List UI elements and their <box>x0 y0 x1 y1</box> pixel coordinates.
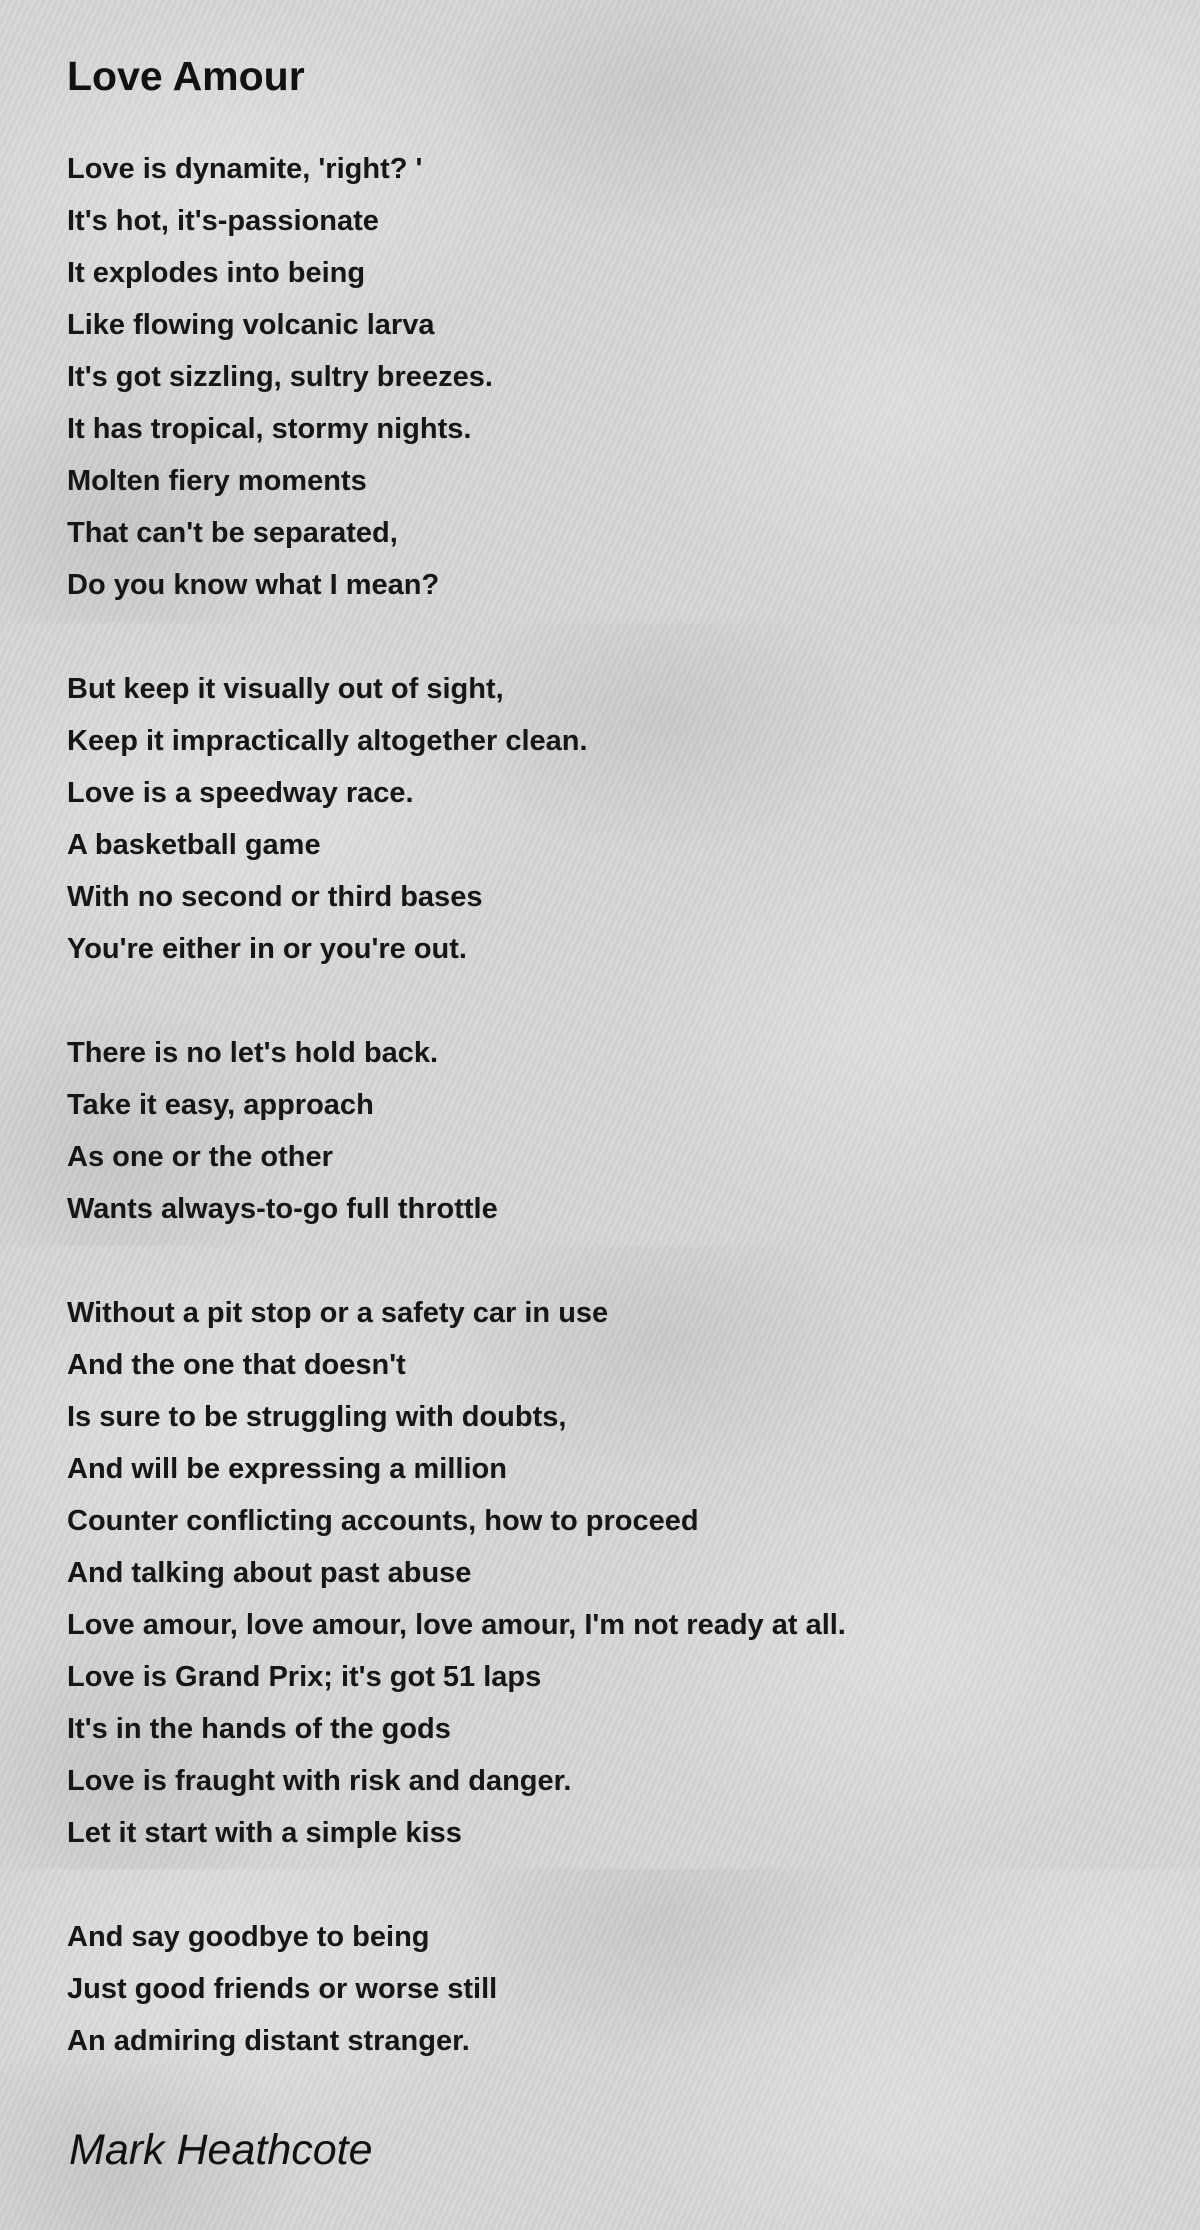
poem-container <box>67 44 1147 2067</box>
poem-line: With no second or third bases <box>67 881 483 913</box>
stanza-break <box>67 611 1147 663</box>
poem-line: Wants always-to-go full throttle <box>67 1193 498 1225</box>
poem-line: Love is Grand Prix; it's got 51 laps <box>67 1661 542 1693</box>
poem-line: Love is dynamite, 'right? ' <box>67 153 423 185</box>
poem-line: A basketball game <box>67 829 321 861</box>
stanza-break <box>67 1235 1147 1287</box>
poem-line: Do you know what I mean? <box>67 569 440 601</box>
poem-line: You're either in or you're out. <box>67 933 467 965</box>
poem-line: It explodes into being <box>67 257 366 289</box>
poem-line: That can't be separated, <box>67 517 398 549</box>
poem-line: As one or the other <box>67 1141 333 1173</box>
stanza-break <box>67 975 1147 1027</box>
poem-line: Just good friends or worse still <box>67 1973 498 2005</box>
poem-line: Love is fraught with risk and danger. <box>67 1765 572 1797</box>
poem-line: Molten fiery moments <box>67 465 367 497</box>
poem-line: Like flowing volcanic larva <box>67 309 435 341</box>
poem-line: There is no let's hold back. <box>67 1037 439 1069</box>
poem-line: Is sure to be struggling with doubts, <box>67 1401 567 1433</box>
poem-line: Love is a speedway race. <box>67 777 414 809</box>
poem-title: Love Amour <box>67 53 305 99</box>
poem-line: It's got sizzling, sultry breezes. <box>67 361 493 393</box>
poem-line: But keep it visually out of sight, <box>67 673 504 705</box>
poem-line: Counter conflicting accounts, how to proceed <box>67 1505 699 1537</box>
poem-line: And say goodbye to being <box>67 1921 430 1953</box>
poem-line: Let it start with a simple kiss <box>67 1817 462 1849</box>
poem-line: It's hot, it's-passionate <box>67 205 379 237</box>
poem-line: An admiring distant stranger. <box>67 2025 470 2057</box>
poem-line: It's in the hands of the gods <box>67 1713 451 1745</box>
poem-line: Take it easy, approach <box>67 1089 374 1121</box>
poem-line: And the one that doesn't <box>67 1349 406 1381</box>
poem-line: And will be expressing a million <box>67 1453 507 1485</box>
poem-body <box>67 143 1147 2067</box>
poem-author: Mark Heathcote <box>69 2126 373 2174</box>
poem-line: It has tropical, stormy nights. <box>67 413 472 445</box>
stanza-break <box>67 1859 1147 1911</box>
poem-line: Keep it impractically altogether clean. <box>67 725 588 757</box>
poem-line: Without a pit stop or a safety car in use <box>67 1297 609 1329</box>
poem-line: And talking about past abuse <box>67 1557 472 1589</box>
poem-line: Love amour, love amour, love amour, I'm not ready at all. <box>67 1609 846 1641</box>
